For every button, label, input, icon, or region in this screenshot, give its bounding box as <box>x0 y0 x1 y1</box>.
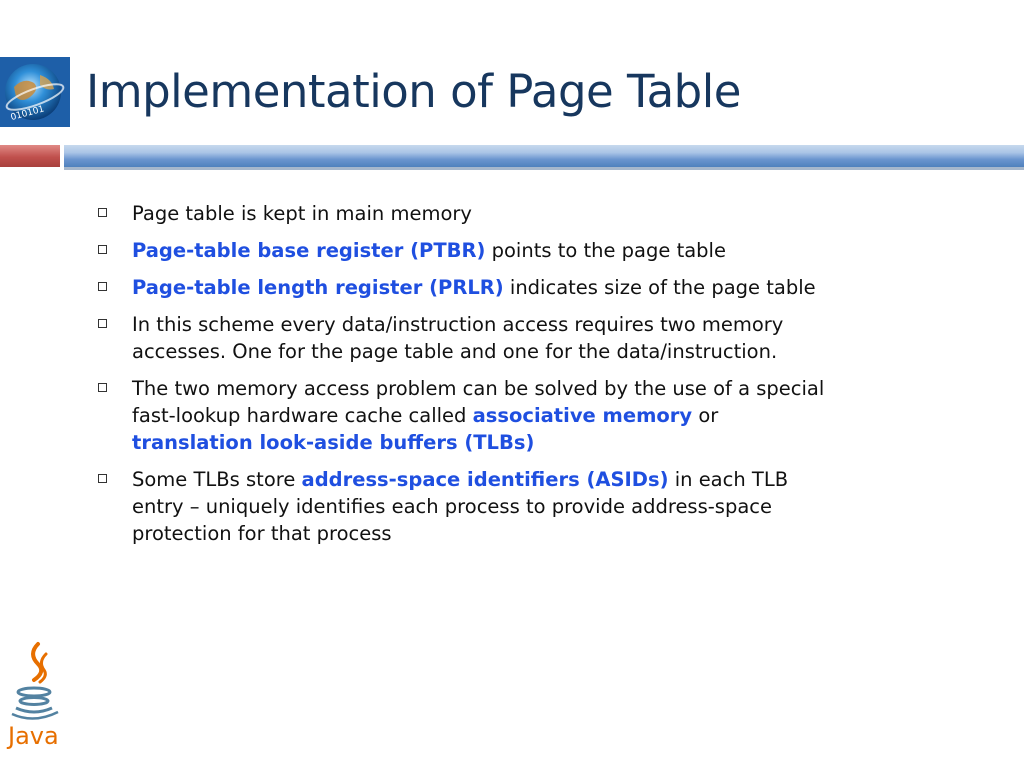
java-label: Java <box>8 722 59 750</box>
java-logo-icon <box>4 640 66 750</box>
bullet-item <box>98 200 838 227</box>
square-bullet-icon <box>98 319 107 328</box>
square-bullet-icon <box>98 245 107 254</box>
bullet-list <box>98 200 838 557</box>
bullet-text: or <box>692 404 719 427</box>
bullet-text: in each TLB entry – uniquely identifies each process to provide address-space protection for that process <box>132 468 789 545</box>
bullet-text: indicates size of the page table <box>503 276 816 299</box>
bullet-item <box>98 375 838 456</box>
bullet-text: In this scheme every data/instruction access requires two memory accesses. One for the page table and one for the data/instruction. <box>132 313 784 363</box>
globe-logo-icon <box>0 57 70 127</box>
bullet-highlight-text: translation look-aside buffers (TLBs) <box>132 431 535 454</box>
square-bullet-icon <box>98 282 107 291</box>
globe-binary-text: 010101 <box>9 104 46 123</box>
bullet-item <box>98 274 838 301</box>
bullet-text: The two memory access problem can be solved by the use of a special fast-lookup hardware cache called <box>132 377 825 427</box>
square-bullet-icon <box>98 383 107 392</box>
bullet-text: points to the page table <box>485 239 726 262</box>
bullet-item <box>98 237 838 264</box>
bullet-text: Page table is kept in main memory <box>132 202 472 225</box>
accent-bar-shadow <box>64 167 1024 170</box>
bullet-highlight-text: address-space identifiers (ASIDs) <box>301 468 669 491</box>
square-bullet-icon <box>98 474 107 483</box>
bullet-highlight-text: Page-table base register (PTBR) <box>132 239 486 262</box>
accent-bar-blue <box>64 145 1024 167</box>
page-title: Implementation of Page Table <box>86 65 741 118</box>
accent-bar-red <box>0 145 60 167</box>
bullet-text: Some TLBs store <box>132 468 302 491</box>
bullet-highlight-text: Page-table length register (PRLR) <box>132 276 504 299</box>
square-bullet-icon <box>98 208 107 217</box>
bullet-highlight-text: associative memory <box>472 404 693 427</box>
bullet-item <box>98 466 838 547</box>
bullet-item <box>98 311 838 365</box>
